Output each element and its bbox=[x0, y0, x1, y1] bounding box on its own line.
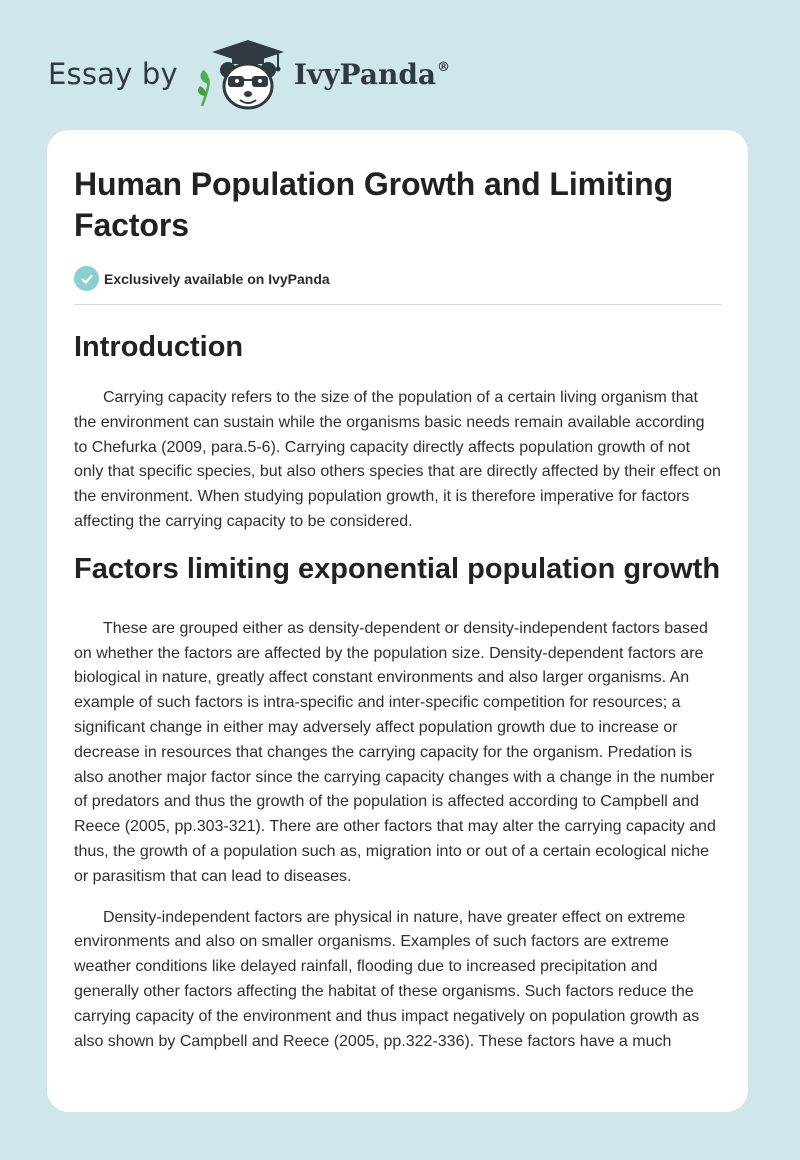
checkmark-icon bbox=[74, 266, 99, 291]
paragraph: These are grouped either as density-dependent or density-independent factors based on whether the factors are affected by the population size. Density-dependent factors are biological in nature, greatly affect constant environments and also larger organisms. An example of such factors is intra-specific and inter-specific competition for resources; a significant change in either may adversely affect population growth due to increase or decrease in resources that changes the carrying capacity for the organism. Predation is also another major factor since the carrying capacity changes with a change in the number of predators and thus the growth of the population is affected according to Campbell and Reece (2005, pp.303-321). There are other factors that may alter the carrying capacity and thus, the growth of a population such as, migration into or out of a certain ecological niche or parasitism that can lead to diseases. bbox=[74, 619, 716, 885]
section-heading-factors: Factors limiting exponential population growth bbox=[74, 552, 721, 585]
essay-title: Human Population Growth and Limiting Factors bbox=[74, 166, 674, 243]
site-header bbox=[48, 34, 450, 114]
essay-by-label: Essay by bbox=[48, 57, 178, 91]
exclusive-badge-text: Exclusively available on IvyPanda bbox=[104, 270, 330, 287]
registered-mark: ® bbox=[437, 59, 451, 75]
brand-name[interactable] bbox=[294, 58, 450, 91]
paragraph: Carrying capacity refers to the size of the population of a certain living organism that the environment can sustain while the organisms basic needs remain available according to Chefurka (2009, para.5-6). Carrying capacity directly affects population growth of not only that specific species, but also others species that are directly affected by their effect on the environment. When studying population growth, it is therefore imperative for factors affecting the carrying capacity to be considered. bbox=[74, 389, 721, 530]
paragraph: Density-independent factors are physical in nature, have greater effect on extreme environments and also on smaller organisms. Examples of such factors are extreme weather conditions like delayed rainfall, flooding due to increased precipitation and generally other factors affecting the habitat of these organisms. Such factors reduce the carrying capacity of the environment and thus impact negatively on population growth as also shown by Campbell and Reece (2005, pp.322-336). These factors have a much bbox=[74, 908, 700, 1050]
essay-card bbox=[47, 130, 748, 1112]
section-heading-introduction: Introduction bbox=[74, 331, 244, 363]
ivypanda-logo-icon[interactable] bbox=[192, 34, 288, 114]
brand-text: IvyPanda bbox=[293, 57, 437, 91]
exclusive-badge bbox=[74, 266, 722, 291]
divider bbox=[74, 304, 722, 305]
